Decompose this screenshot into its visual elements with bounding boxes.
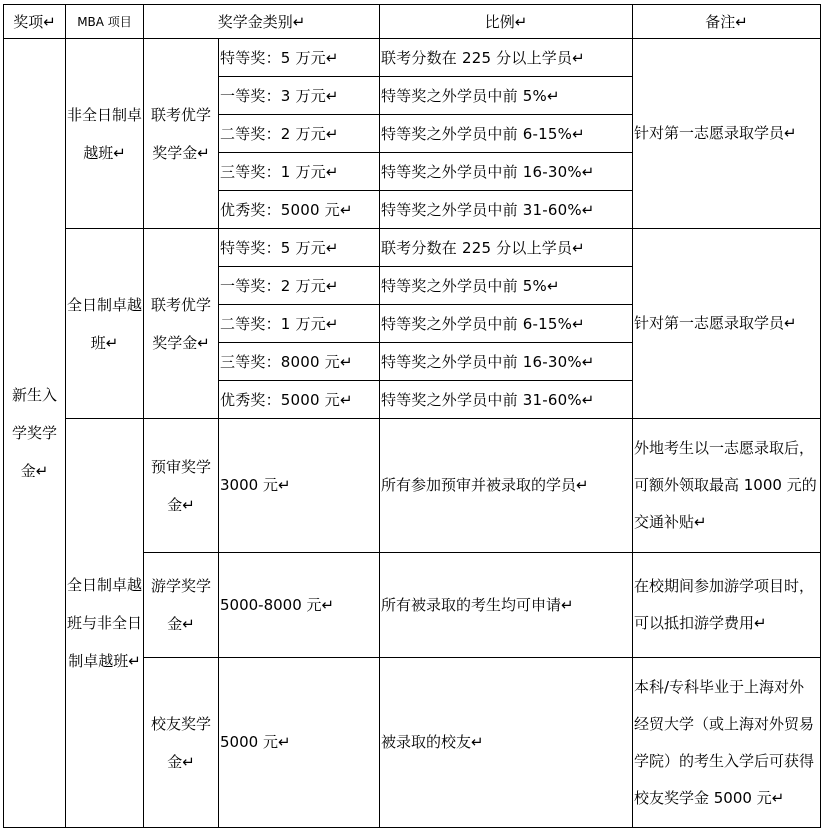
ratio-cell: 联考分数在 225 分以上学员↵ (380, 229, 633, 267)
level-cell: 一等奖：2 万元↵ (219, 267, 380, 305)
ratio-cell: 所有被录取的考生均可申请↵ (380, 553, 633, 658)
level-cell: 特等奖：5 万元↵ (219, 229, 380, 267)
award-item-cell: 新生入学奖学金↵ (4, 39, 66, 828)
note-cell: 在校期间参加游学项目时，可以抵扣游学费用↵ (633, 553, 821, 658)
header-ratio: 比例↵ (380, 5, 633, 39)
header-program: MBA 项目 (66, 5, 144, 39)
ratio-cell: 特等奖之外学员中前 5%↵ (380, 77, 633, 115)
amount-cell: 5000-8000 元↵ (219, 553, 380, 658)
header-row (4, 5, 821, 39)
ratio-cell: 特等奖之外学员中前 6-15%↵ (380, 305, 633, 343)
table-row (4, 229, 821, 267)
table-row (4, 39, 821, 77)
header-item: 奖项↵ (4, 5, 66, 39)
ratio-cell: 被录取的校友↵ (380, 658, 633, 828)
amount-cell: 3000 元↵ (219, 419, 380, 553)
amount-cell: 5000 元↵ (219, 658, 380, 828)
ratio-cell: 联考分数在 225 分以上学员↵ (380, 39, 633, 77)
level-cell: 三等奖：8000 元↵ (219, 343, 380, 381)
level-cell: 优秀奖：5000 元↵ (219, 191, 380, 229)
level-cell: 优秀奖：5000 元↵ (219, 381, 380, 419)
category-cell: 预审奖学金↵ (144, 419, 219, 553)
note-cell: 外地考生以一志愿录取后，可额外领取最高 1000 元的交通补贴↵ (633, 419, 821, 553)
program-cell: 非全日制卓越班↵ (66, 39, 144, 229)
level-cell: 特等奖：5 万元↵ (219, 39, 380, 77)
ratio-cell: 所有参加预审并被录取的学员↵ (380, 419, 633, 553)
header-note: 备注↵ (633, 5, 821, 39)
category-cell: 校友奖学金↵ (144, 658, 219, 828)
level-cell: 二等奖：2 万元↵ (219, 115, 380, 153)
ratio-cell: 特等奖之外学员中前 16-30%↵ (380, 343, 633, 381)
ratio-cell: 特等奖之外学员中前 31-60%↵ (380, 381, 633, 419)
ratio-cell: 特等奖之外学员中前 16-30%↵ (380, 153, 633, 191)
level-cell: 二等奖：1 万元↵ (219, 305, 380, 343)
category-cell: 游学奖学金↵ (144, 553, 219, 658)
header-category: 奖学金类别↵ (144, 5, 380, 39)
category-cell: 联考优学奖学金↵ (144, 39, 219, 229)
scholarship-table (3, 4, 821, 828)
table-row (4, 419, 821, 553)
ratio-cell: 特等奖之外学员中前 6-15%↵ (380, 115, 633, 153)
note-cell: 针对第一志愿录取学员↵ (633, 39, 821, 229)
note-cell: 针对第一志愿录取学员↵ (633, 229, 821, 419)
category-cell: 联考优学奖学金↵ (144, 229, 219, 419)
level-cell: 一等奖：3 万元↵ (219, 77, 380, 115)
ratio-cell: 特等奖之外学员中前 5%↵ (380, 267, 633, 305)
ratio-cell: 特等奖之外学员中前 31-60%↵ (380, 191, 633, 229)
program-cell: 全日制卓越班与非全日制卓越班↵ (66, 419, 144, 828)
note-cell: 本科/专科毕业于上海对外经贸大学（或上海对外贸易学院）的考生入学后可获得校友奖学金 5000 元↵ (633, 658, 821, 828)
program-cell: 全日制卓越班↵ (66, 229, 144, 419)
level-cell: 三等奖：1 万元↵ (219, 153, 380, 191)
